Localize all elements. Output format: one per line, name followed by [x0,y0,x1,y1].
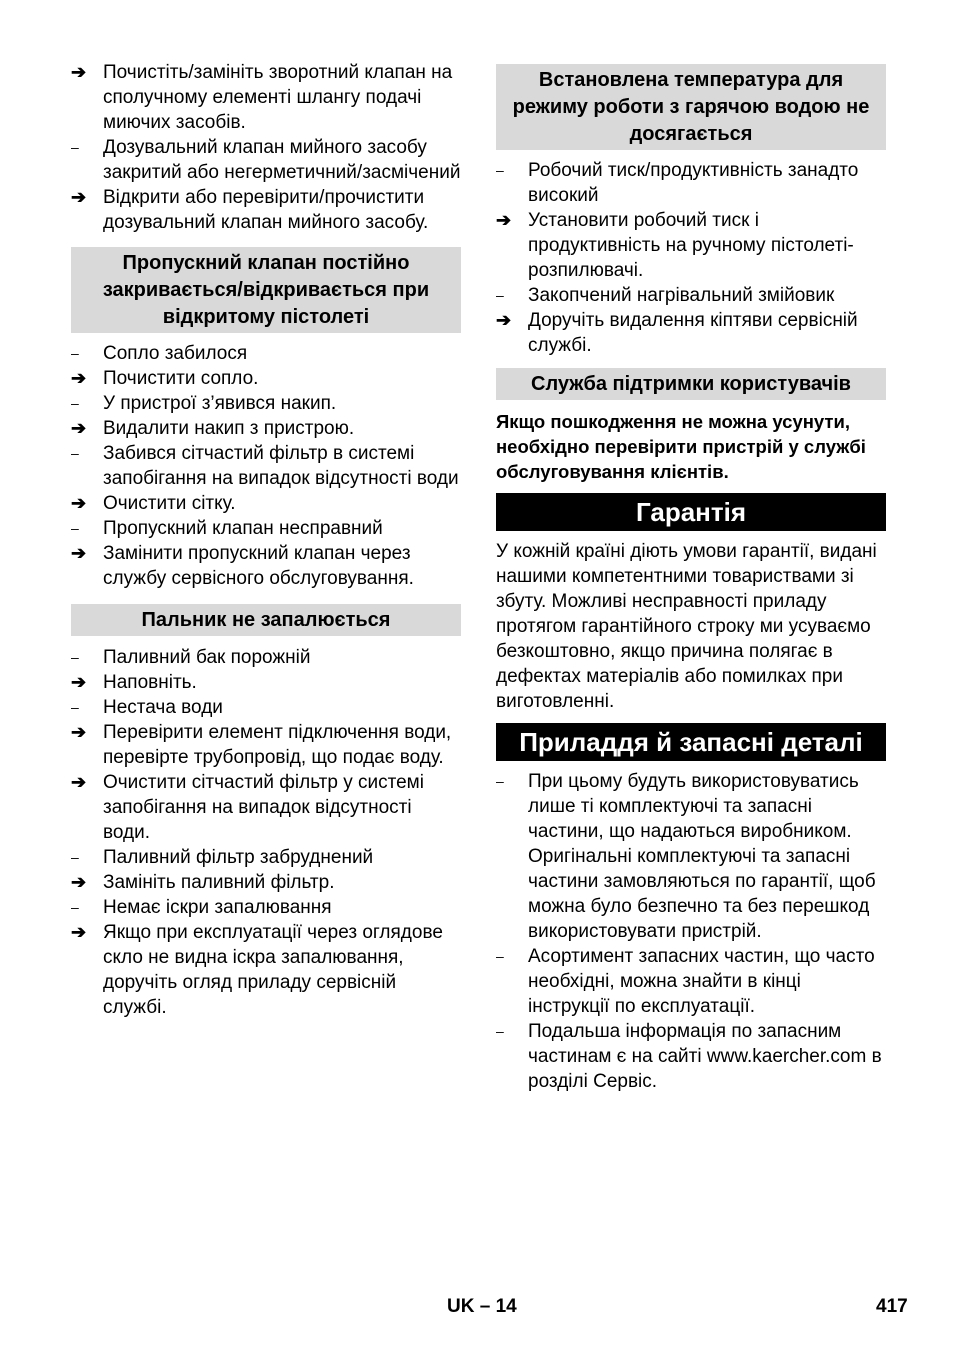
left-column [71,58,461,1020]
dash-icon: – [71,139,79,155]
heading-temperature: Встановлена температура для режиму роботи з гарячою водою не досягається [496,64,886,150]
dash-icon: – [71,849,79,865]
item-text: Видалити накип з пристрою. [103,418,355,439]
list-left-3 [71,645,461,1020]
item-text: Пропускний клапан несправний [103,518,383,539]
list-left-2 [71,341,461,591]
arrow-icon: ➔ [71,922,87,942]
heading-customer-support: Служба підтримки користувачів [496,368,886,400]
item-text: Наповніть. [103,672,197,693]
item-text: Паливний бак порожній [103,647,311,668]
footer-section: UK – 14 [447,1296,517,1317]
action-item [71,541,461,591]
cause-item [496,769,886,944]
cause-item [71,441,461,491]
dash-icon: – [71,899,79,915]
item-text: Установити робочий тиск і продуктивність на ручному пістолеті-розпилювачі. [528,210,854,281]
item-text: У пристрої з’явився накип. [103,393,337,414]
action-item [71,920,461,1020]
cause-item [71,391,461,416]
arrow-icon: ➔ [496,310,512,330]
list-right-1 [496,158,886,358]
action-item [71,366,461,391]
cause-item [71,695,461,720]
item-text: Очистити сітку. [103,493,236,514]
support-text: Якщо пошкодження не можна усунути, необхідно перевірити пристрій у службі обслуговування клієнтів. [496,411,866,482]
item-text: Якщо при експлуатації через оглядове скло не видна іскра запалювання, доручіть огляд приладу сервісній службі. [103,922,443,1018]
arrow-icon: ➔ [496,210,512,230]
item-text: Асортимент запасних частин, що часто необхідні, можна знайти в кінці інструкції по експлуатації. [528,946,875,1017]
arrow-icon: ➔ [71,722,87,742]
warranty-title: Гарантія [496,493,886,531]
action-item [71,416,461,441]
cause-item [71,645,461,670]
item-text: Відкрити або перевірити/прочистити дозувальний клапан мийного засобу. [103,187,429,233]
item-text: Замінити пропускний клапан через службу сервісного обслуговування. [103,543,414,589]
item-text: Нестача води [103,697,223,718]
item-text: Робочий тиск/продуктивність занадто високий [528,160,859,206]
cause-item [496,944,886,1019]
action-item [71,491,461,516]
cause-item [71,516,461,541]
list-left-1 [71,60,461,235]
item-text: Дозувальний клапан мийного засобу закритий або негерметичний/засмічений [103,137,461,183]
item-text: Забився сітчастий фільтр в системі запобігання на випадок відсутності води [103,443,459,489]
action-item [71,185,461,235]
arrow-icon: ➔ [71,187,87,207]
page-number: 417 [876,1296,908,1317]
item-text: Почистити сопло. [103,368,259,389]
dash-icon: – [496,162,504,178]
cause-item [496,158,886,208]
arrow-icon: ➔ [71,418,87,438]
dash-icon: – [71,445,79,461]
item-text: Паливний фільтр забруднений [103,847,374,868]
action-item [71,720,461,770]
action-item [71,870,461,895]
list-right-2 [496,769,886,1094]
dash-icon: – [71,520,79,536]
arrow-icon: ➔ [71,772,87,792]
arrow-icon: ➔ [71,672,87,692]
cause-item [71,341,461,366]
arrow-icon: ➔ [71,368,87,388]
action-item [496,208,886,283]
cause-item [71,135,461,185]
item-text: Закопчений нагрівальний змійовик [528,285,835,306]
action-item [71,770,461,845]
arrow-icon: ➔ [71,872,87,892]
item-text: Подальша інформація по запасним частинам є на сайті www.kaercher.com в розділі Сервіс. [528,1021,882,1092]
dash-icon: – [71,345,79,361]
item-text: Немає іскри запалювання [103,897,332,918]
dash-icon: – [496,1023,504,1039]
item-text: Почистіть/замініть зворотний клапан на сполучному елементі шлангу подачі миючих засобів. [103,62,453,133]
cause-item [496,283,886,308]
action-item [71,670,461,695]
dash-icon: – [71,699,79,715]
item-text: Сопло забилося [103,343,248,364]
action-item [496,308,886,358]
dash-icon: – [496,287,504,303]
item-text: Доручіть видалення кіптяви сервісній службі. [528,310,858,356]
dash-icon: – [71,649,79,665]
arrow-icon: ➔ [71,62,87,82]
warranty-text: У кожній країні діють умови гарантії, видані нашими компетентними товариствами зі збуту. Можливі несправності приладу протягом гарантійного строку ми усуваємо безкоштовно, якщо причина полягає в дефектах матеріалів або помилках при виготовленні. [496,541,877,712]
item-text: При цьому будуть використовуватись лише ті комплектуючі та запасні частини, що надаються виробником. Оригінальні комплектуючі та запасні частини замовляються по гарантії, щоб можна було безпечно та без перешкод використовувати пристрій. [528,771,876,942]
heading-bypass-valve: Пропускний клапан постійно закривається/відкривається при відкритому пістолеті [71,247,461,333]
dash-icon: – [71,395,79,411]
cause-item [71,845,461,870]
accessories-title: Приладдя й запасні деталі [496,723,886,761]
dash-icon: – [496,948,504,964]
item-text: Замініть паливний фільтр. [103,872,335,893]
arrow-icon: ➔ [71,543,87,563]
cause-item [496,1019,886,1094]
dash-icon: – [496,773,504,789]
item-text: Очистити сітчастий фільтр у системі запобігання на випадок відсутності води. [103,772,424,843]
action-item [71,60,461,135]
heading-burner: Пальник не запалюється [71,604,461,636]
right-column [496,64,886,1094]
arrow-icon: ➔ [71,493,87,513]
item-text: Перевірити елемент підключення води, перевірте трубопровід, що подає воду. [103,722,452,768]
cause-item [71,895,461,920]
